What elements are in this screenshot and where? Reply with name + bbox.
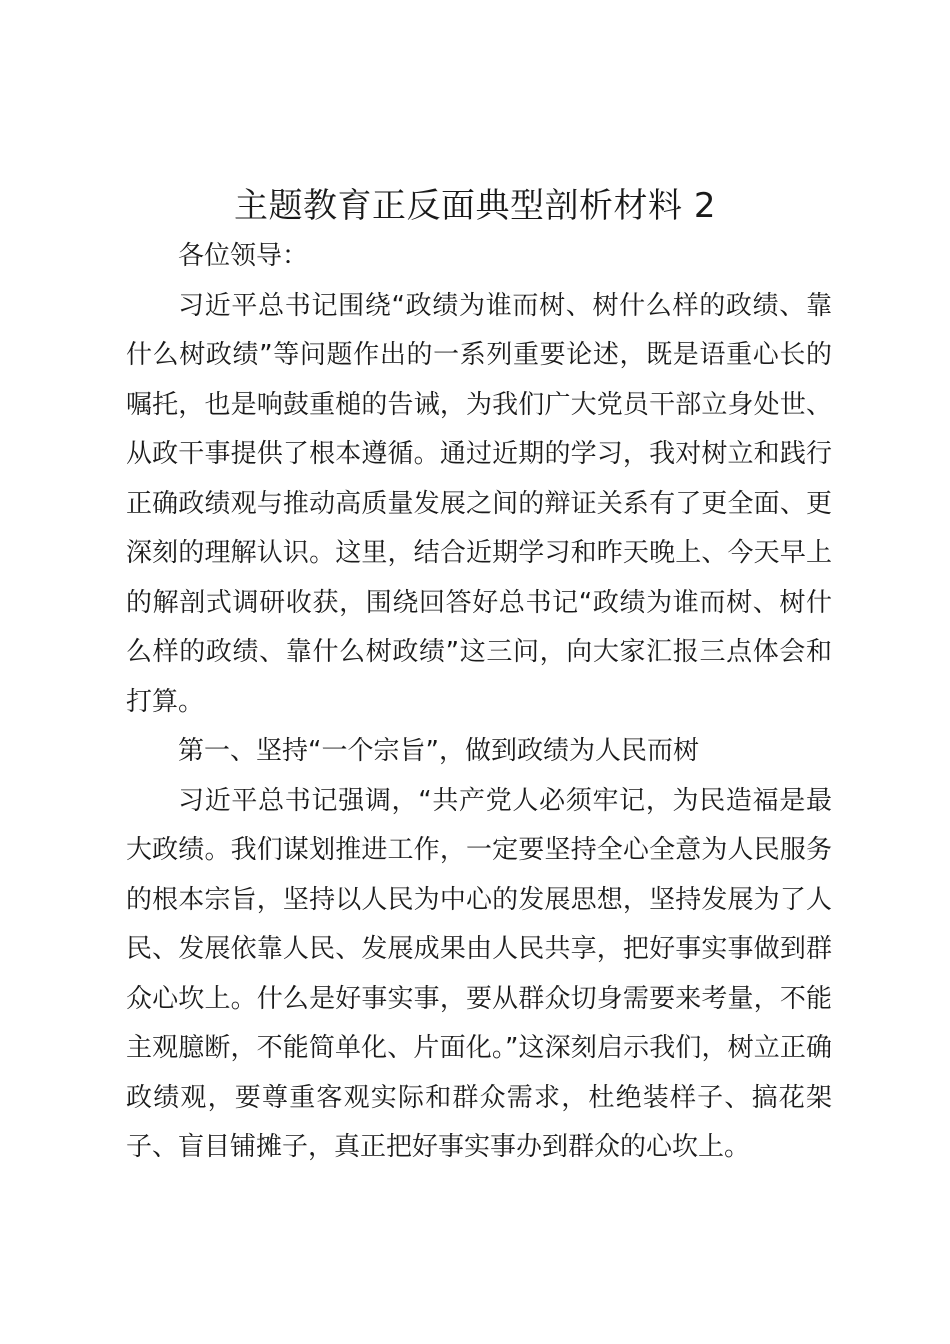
paragraph-intro: 习近平总书记围绕“政绩为谁而树、树什么样的政绩、靠什么树政绩”等问题作出的一系列重要论述，既是语重心长的嘱托，也是响鼓重槌的告诫，为我们广大党员干部立身处世、从政干事提供了根本遵循。通过近期的学习，我对树立和践行正确政绩观与推动高质量发展之间的辩证关系有了更全面、更深刻的理解认识。这里，结合近期学习和昨天晚上、今天早上的解剖式调研收获，围绕回答好总书记“政绩为谁而树、树什么样的政绩、靠什么树政绩”这三问，向大家汇报三点体会和打算。 (126, 290, 832, 717)
document-title: 主题教育正反面典型剖析材料 2 (234, 186, 716, 226)
document-body (126, 232, 832, 1173)
section-heading-1: 第一、坚持“一个宗旨”，做到政绩为人民而树 (178, 736, 699, 766)
greeting: 各位领导： (178, 241, 309, 271)
paragraph-section-1: 习近平总书记强调，“共产党人必须牢记，为民造福是最大政绩。我们谋划推进工作，一定要坚持全心全意为人民服务的根本宗旨，坚持以人民为中心的发展思想，坚持发展为了人民、发展依靠人民、发展成果由人民共享，把好事实事做到群众心坎上。什么是好事实事，要从群众切身需要来考量，不能主观臆断，不能简单化、片面化。”这深刻启示我们，树立正确政绩观，要尊重客观实际和群众需求，杜绝装样子、搞花架子、盲目铺摊子，真正把好事实事办到群众的心坎上。 (126, 785, 832, 1162)
